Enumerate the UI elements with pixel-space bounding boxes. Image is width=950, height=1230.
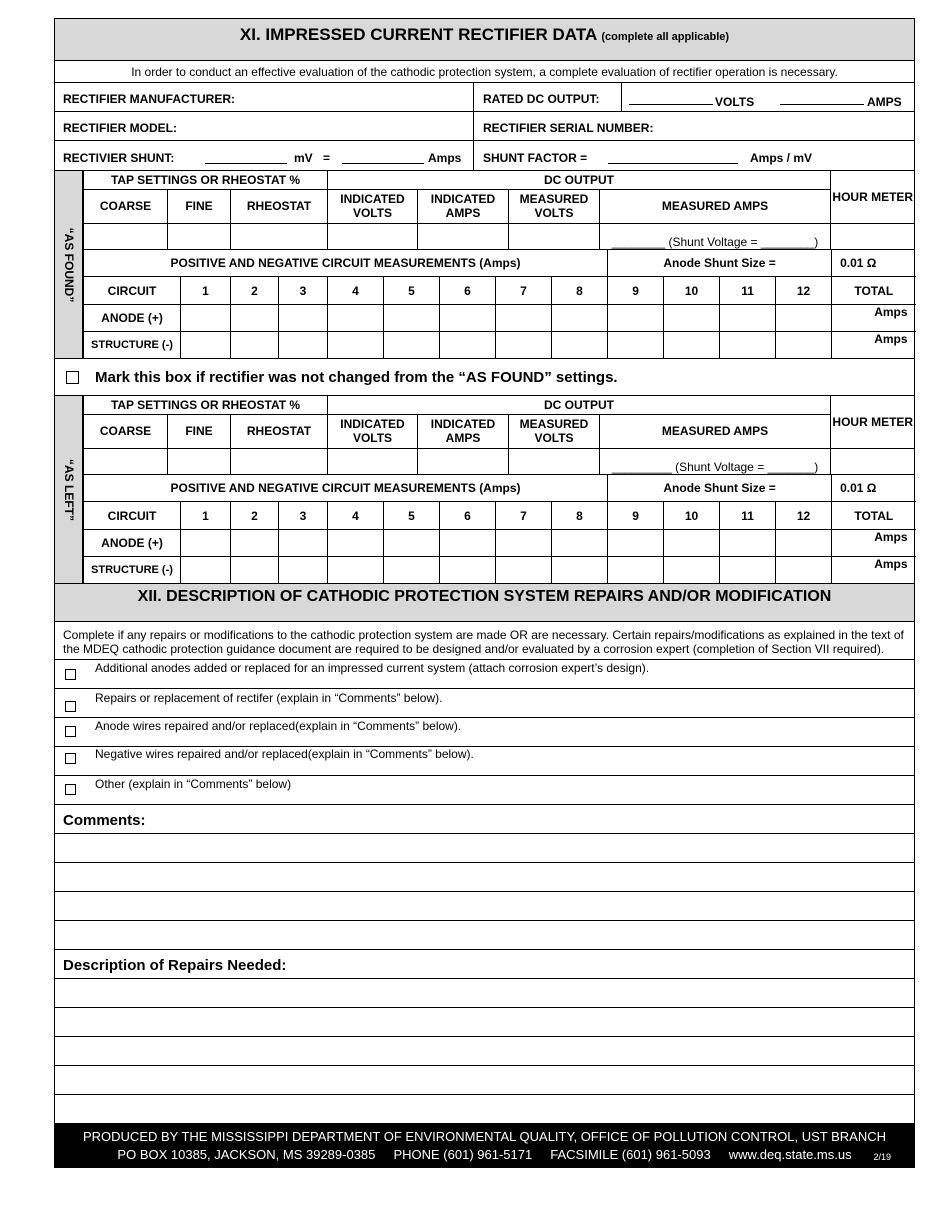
comments-label: Comments: — [63, 812, 146, 829]
coarse-header: COARSE — [84, 189, 168, 223]
form-page — [54, 18, 915, 1168]
structure-total-cell[interactable]: Amps — [832, 557, 916, 584]
structure-cell[interactable] — [608, 332, 664, 359]
tap-settings-header: TAP SETTINGS OR RHEOSTAT % — [84, 171, 328, 189]
repair-option-checkbox[interactable] — [65, 701, 76, 712]
structure-cell[interactable] — [720, 332, 776, 359]
fine-header: FINE — [168, 189, 231, 223]
section-11-title: XI. IMPRESSED CURRENT RECTIFIER DATA — [239, 25, 597, 44]
comments-line[interactable] — [54, 834, 915, 863]
repair-option-label: Negative wires repaired and/or replaced(explain in “Comments” below). — [95, 747, 474, 761]
structure-cell[interactable] — [720, 557, 776, 584]
section-11-header — [54, 18, 915, 61]
repair-option-checkbox[interactable] — [65, 726, 76, 737]
unchanged-checkbox-row — [54, 359, 915, 396]
dc-output-header: DC OUTPUT — [328, 396, 831, 414]
anode-row — [84, 305, 916, 332]
repair-option-label: Anode wires repaired and/or replaced(explain in “Comments” below). — [95, 719, 462, 733]
circuit-number: 5 — [384, 277, 440, 305]
structure-cell[interactable] — [776, 557, 832, 584]
structure-cell[interactable] — [608, 557, 664, 584]
shunt-label: RECTIVIER SHUNT: — [63, 151, 175, 165]
footer-revision: 2/19 — [873, 1152, 891, 1162]
structure-label: STRUCTURE (-) — [84, 332, 181, 359]
indicated-amps-cell[interactable] — [418, 223, 509, 249]
measured-volts-cell[interactable] — [509, 448, 600, 474]
as-left-circuit-table — [83, 475, 916, 584]
structure-label: STRUCTURE (-) — [84, 557, 181, 584]
anode-label: ANODE (+) — [84, 305, 181, 332]
anode-cell[interactable] — [608, 305, 664, 332]
section-12-header — [54, 584, 915, 622]
equals-sign: = — [323, 151, 331, 165]
repair-option-row — [54, 660, 915, 689]
pos-neg-header: POSITIVE AND NEGATIVE CIRCUIT MEASUREMENTS (Amps) — [84, 475, 608, 502]
measured-volts-header: MEASURED VOLTS — [509, 189, 600, 223]
circuit-number: 7 — [496, 277, 552, 305]
indicated-volts-cell[interactable] — [328, 223, 418, 249]
mv-label: mV — [294, 151, 313, 165]
structure-row — [84, 557, 916, 584]
structure-cell[interactable] — [279, 557, 328, 584]
circuit-number: 7 — [496, 502, 552, 530]
anode-cell[interactable] — [384, 530, 440, 557]
footer — [54, 1124, 915, 1168]
structure-row — [84, 332, 916, 359]
structure-cell[interactable] — [181, 557, 231, 584]
rheostat-cell[interactable] — [231, 448, 328, 474]
coarse-cell[interactable] — [84, 223, 168, 249]
shunt-amps-field[interactable] — [342, 163, 424, 164]
circuit-number: 3 — [279, 502, 328, 530]
tap-settings-header: TAP SETTINGS OR RHEOSTAT % — [84, 396, 328, 414]
pos-neg-header: POSITIVE AND NEGATIVE CIRCUIT MEASUREMENTS (Amps) — [84, 250, 608, 277]
anode-cell[interactable] — [496, 305, 552, 332]
repair-option-row — [54, 689, 915, 718]
anode-shunt-size-label: Anode Shunt Size = — [608, 475, 832, 502]
as-found-circuit-table — [83, 250, 916, 359]
section-11-intro: In order to conduct an effective evaluation of the cathodic protection system, a complete evaluation of rectifier operation is necessary. — [54, 61, 915, 83]
repair-option-row — [54, 747, 915, 776]
anode-row — [84, 530, 916, 557]
as-left-block — [54, 396, 915, 584]
indicated-amps-cell[interactable] — [418, 448, 509, 474]
anode-cell[interactable] — [720, 305, 776, 332]
anode-cell[interactable] — [496, 530, 552, 557]
volts-label: VOLTS — [715, 95, 755, 109]
circuit-number: 12 — [776, 277, 832, 305]
anode-shunt-size-label: Anode Shunt Size = — [608, 250, 832, 277]
dc-output-header: DC OUTPUT — [328, 171, 831, 189]
as-left-settings-table — [83, 396, 915, 475]
shunt-size-value: 0.01 Ω — [832, 250, 916, 277]
manufacturer-row — [54, 83, 915, 112]
anode-cell[interactable] — [552, 530, 608, 557]
circuit-number: 10 — [664, 502, 720, 530]
comments-line[interactable] — [54, 921, 915, 950]
section-12-intro: Complete if any repairs or modifications to the cathodic protection system are made OR are necessary. Certain repairs/modifications as explained in the text of the MDEQ cathodic protection guidance document are required to be designed and/or evaluated by a corrosion expert (completion of Section VII required). — [54, 622, 915, 660]
indicated-amps-header: INDICATED AMPS — [418, 414, 509, 448]
repairs-needed-label: Description of Repairs Needed: — [63, 957, 287, 974]
repairs-line[interactable] — [54, 1095, 915, 1124]
anode-total-cell[interactable]: Amps — [832, 530, 916, 557]
anode-cell[interactable] — [776, 305, 832, 332]
model-row — [54, 112, 915, 141]
structure-cell[interactable] — [384, 332, 440, 359]
amps-label: AMPS — [867, 95, 902, 109]
circuit-number: 6 — [440, 277, 496, 305]
indicated-volts-header: INDICATED VOLTS — [328, 189, 418, 223]
as-left-side-label: “AS LEFT” — [55, 396, 83, 583]
unchanged-checkbox-label: Mark this box if rectifier was not changed from the “AS FOUND” settings. — [95, 369, 618, 386]
anode-cell[interactable] — [231, 305, 279, 332]
structure-cell[interactable] — [384, 557, 440, 584]
anode-cell[interactable] — [181, 305, 231, 332]
anode-cell[interactable] — [776, 530, 832, 557]
coarse-cell[interactable] — [84, 448, 168, 474]
structure-cell[interactable] — [231, 332, 279, 359]
repair-option-label: Additional anodes added or replaced for an impressed current system (attach corrosion expert’s design). — [95, 661, 650, 675]
hour-meter-cell[interactable] — [831, 448, 915, 474]
repair-option-checkbox[interactable] — [65, 753, 76, 764]
structure-cell[interactable] — [440, 332, 496, 359]
anode-cell[interactable] — [664, 530, 720, 557]
hour-meter-cell[interactable] — [831, 223, 915, 249]
circuit-header: CIRCUIT — [84, 502, 181, 530]
circuit-number: 1 — [181, 502, 231, 530]
fine-cell[interactable] — [168, 223, 231, 249]
shunt-factor-label: SHUNT FACTOR = — [483, 151, 588, 165]
measured-volts-cell[interactable] — [509, 223, 600, 249]
structure-cell[interactable] — [328, 332, 384, 359]
structure-cell[interactable] — [496, 557, 552, 584]
fine-header: FINE — [168, 414, 231, 448]
total-header: TOTAL — [832, 502, 916, 530]
shunt-amps-label: Amps — [428, 151, 462, 165]
repair-option-label: Other (explain in “Comments” below) — [95, 777, 292, 791]
anode-cell[interactable] — [328, 530, 384, 557]
circuit-number: 10 — [664, 277, 720, 305]
anode-cell[interactable] — [664, 305, 720, 332]
section-12-title: XII. DESCRIPTION OF CATHODIC PROTECTION SYSTEM REPAIRS AND/OR MODIFICATION — [137, 588, 832, 605]
repair-option-row — [54, 776, 915, 805]
shunt-factor-field[interactable] — [608, 163, 738, 164]
structure-cell[interactable] — [328, 557, 384, 584]
circuit-number: 11 — [720, 502, 776, 530]
anode-cell[interactable] — [279, 305, 328, 332]
hour-meter-header: HOUR METER — [831, 396, 915, 448]
circuit-number: 6 — [440, 502, 496, 530]
shunt-voltage-cell[interactable]: _________ (Shunt Voltage = _______) — [600, 448, 831, 474]
structure-cell[interactable] — [496, 332, 552, 359]
footer-address: PO BOX 10385, JACKSON, MS 39289-0385 — [117, 1147, 376, 1162]
hour-meter-header: HOUR METER — [831, 171, 915, 223]
anode-cell[interactable] — [440, 530, 496, 557]
comments-line[interactable] — [54, 892, 915, 921]
indicated-amps-header: INDICATED AMPS — [418, 189, 509, 223]
indicated-volts-cell[interactable] — [328, 448, 418, 474]
circuit-header: CIRCUIT — [84, 277, 181, 305]
structure-cell[interactable] — [440, 557, 496, 584]
anode-cell[interactable] — [720, 530, 776, 557]
total-header: TOTAL — [832, 277, 916, 305]
coarse-header: COARSE — [84, 414, 168, 448]
structure-cell[interactable] — [664, 332, 720, 359]
anode-cell[interactable] — [384, 305, 440, 332]
circuit-number: 4 — [328, 502, 384, 530]
comments-header-row — [54, 805, 915, 834]
amps-per-mv-label: Amps / mV — [750, 151, 813, 165]
anode-cell[interactable] — [181, 530, 231, 557]
shunt-row — [54, 141, 915, 171]
anode-cell[interactable] — [552, 305, 608, 332]
shunt-voltage-cell[interactable]: ________ (Shunt Voltage = ________) — [600, 223, 831, 249]
footer-fax: FACSIMILE (601) 961-5093 — [550, 1147, 711, 1162]
structure-cell[interactable] — [664, 557, 720, 584]
repair-option-checkbox[interactable] — [65, 669, 76, 680]
circuit-number: 3 — [279, 277, 328, 305]
circuit-number: 8 — [552, 502, 608, 530]
rated-volts-field[interactable] — [629, 104, 713, 105]
structure-cell[interactable] — [552, 557, 608, 584]
structure-total-cell[interactable]: Amps — [832, 332, 916, 359]
anode-total-cell[interactable]: Amps — [832, 305, 916, 332]
anode-cell[interactable] — [279, 530, 328, 557]
circuit-number: 9 — [608, 277, 664, 305]
footer-phone: PHONE (601) 961-5171 — [393, 1147, 533, 1162]
serial-label: RECTIFIER SERIAL NUMBER: — [483, 121, 654, 135]
footer-website: www.deq.state.ms.us — [728, 1147, 852, 1162]
as-found-settings-table — [83, 171, 915, 250]
unchanged-checkbox[interactable] — [66, 371, 79, 384]
shunt-mv-field[interactable] — [205, 163, 287, 164]
structure-cell[interactable] — [552, 332, 608, 359]
anode-cell[interactable] — [328, 305, 384, 332]
circuit-number-row — [84, 502, 916, 530]
anode-cell[interactable] — [440, 305, 496, 332]
circuit-number: 12 — [776, 502, 832, 530]
model-label: RECTIFIER MODEL: — [63, 121, 177, 135]
footer-line-1: PRODUCED BY THE MISSISSIPPI DEPARTMENT OF ENVIRONMENTAL QUALITY, OFFICE OF POLLUTION CONTROL, UST BRANCH — [82, 1129, 886, 1144]
repair-option-label: Repairs or replacement of rectifer (explain in “Comments” below). — [95, 691, 443, 705]
as-found-side-label: “AS FOUND” — [55, 171, 83, 358]
measured-amps-header: MEASURED AMPS — [600, 414, 831, 448]
repairs-line[interactable] — [54, 1037, 915, 1066]
repairs-line[interactable] — [54, 1066, 915, 1095]
anode-cell[interactable] — [608, 530, 664, 557]
circuit-number-row — [84, 277, 916, 305]
structure-cell[interactable] — [279, 332, 328, 359]
comments-line[interactable] — [54, 863, 915, 892]
measured-volts-header: MEASURED VOLTS — [509, 414, 600, 448]
repairs-line[interactable] — [54, 979, 915, 1008]
repairs-needed-header-row — [54, 950, 915, 979]
rheostat-header: RHEOSTAT — [231, 189, 328, 223]
indicated-volts-header: INDICATED VOLTS — [328, 414, 418, 448]
circuit-number: 1 — [181, 277, 231, 305]
anode-cell[interactable] — [231, 530, 279, 557]
measured-amps-header: MEASURED AMPS — [600, 189, 831, 223]
circuit-number: 2 — [231, 277, 279, 305]
circuit-number: 5 — [384, 502, 440, 530]
circuit-number: 9 — [608, 502, 664, 530]
repair-option-row — [54, 718, 915, 747]
circuit-number: 2 — [231, 502, 279, 530]
footer-line-2 — [54, 1144, 915, 1162]
as-found-block — [54, 171, 915, 359]
structure-cell[interactable] — [181, 332, 231, 359]
repairs-line[interactable] — [54, 1008, 915, 1037]
manufacturer-label: RECTIFIER MANUFACTURER: — [63, 92, 235, 106]
circuit-number: 11 — [720, 277, 776, 305]
shunt-size-value: 0.01 Ω — [832, 475, 916, 502]
anode-label: ANODE (+) — [84, 530, 181, 557]
fine-cell[interactable] — [168, 448, 231, 474]
circuit-number: 4 — [328, 277, 384, 305]
circuit-number: 8 — [552, 277, 608, 305]
structure-cell[interactable] — [776, 332, 832, 359]
repair-option-checkbox[interactable] — [65, 784, 76, 795]
rheostat-cell[interactable] — [231, 223, 328, 249]
rheostat-header: RHEOSTAT — [231, 414, 328, 448]
section-11-subtitle: (complete all applicable) — [601, 31, 730, 43]
rated-amps-field[interactable] — [780, 104, 864, 105]
structure-cell[interactable] — [231, 557, 279, 584]
rated-dc-label: RATED DC OUTPUT: — [483, 92, 600, 106]
